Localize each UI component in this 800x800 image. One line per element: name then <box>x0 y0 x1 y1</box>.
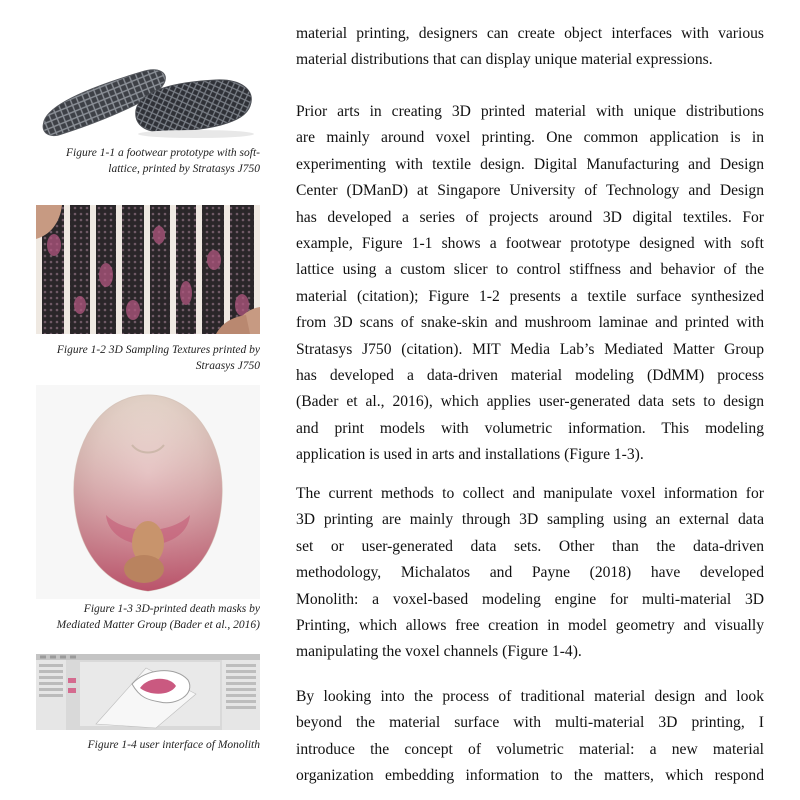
paragraph-prior-arts: Prior arts in creating 3D printed material with unique distributions are mainly around voxel printing. One common application is in experimenting with textile design. Digital Manufacturing and Design Center (DManD) at Singapore University of Technology and Design has developed a series of projects around 3D digital textiles. For example, Figure 1-1 shows a footwear prototype designed with soft lattice using a custom slicer to control stiffness and behavior of the material (citation); Figure 1-2 presents a textile surface synthesized from 3D scans of snake-skin and mushroom laminae and printed with Stratasys J750 (citation). MIT Media Lab’s Mediated Matter Group has developed a data-driven material modeling (DdMM) process (Bader et al., 2016), which applies user-generated data sets to design and print models with volumetric information. This modeling application is used in arts and installations (Figure 1-3). <box>296 103 764 464</box>
figure-1-2-image <box>36 205 260 334</box>
figure-1-2-caption: Figure 1-2 3D Sampling Textures printed by Straasys J750 <box>56 344 260 372</box>
figure-1-3-caption: Figure 1-3 3D-printed death masks by Mediated Matter Group (Bader et al., 2016) <box>56 603 260 631</box>
paragraph-volumetric-material: By looking into the process of traditional material design and look beyond the material surface with multi-material 3D printing, I introduce the concept of volumetric material: a new material organization embedding information to the matters, which respond <box>296 688 764 785</box>
figure-1-1-image <box>36 40 260 140</box>
figure-1-3-image <box>36 385 260 599</box>
figure-1-4-image <box>36 654 260 730</box>
figure-1-4-caption: Figure 1-4 user interface of Monolith <box>87 739 260 751</box>
paragraph-current-methods: The current methods to collect and manipulate voxel information for 3D printing are mainly through 3D sampling using an external data set or user-generated data sets. Other than the data-driven methodology, Michalatos and Payne (2018) have developed Monolith: a voxel-based modeling engine for multi-material 3D Printing, which allows free creation in model geometry and visually manipulating the voxel channels (Figure 1-4). <box>296 485 764 661</box>
figure-1-1-caption: Figure 1-1 a footwear prototype with soft- lattice, printed by Stratasys J750 <box>66 147 260 175</box>
paragraph-intro-continuation: material printing, designers can create object interfaces with various material distributions that can display unique material expressions. <box>296 25 764 69</box>
